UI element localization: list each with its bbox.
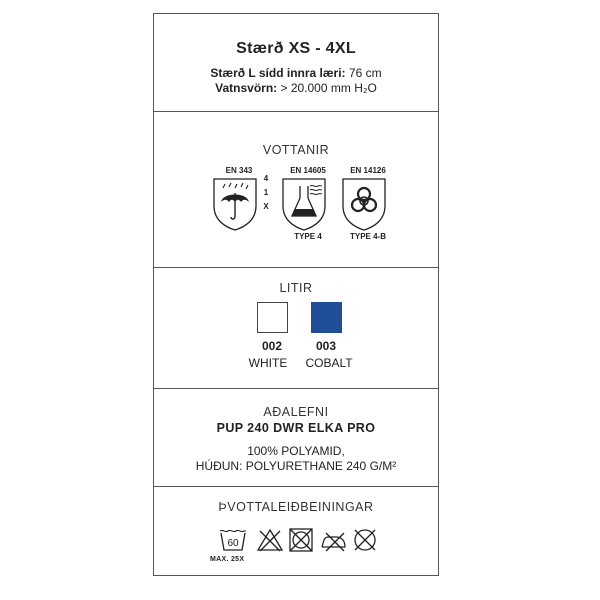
certifications-section bbox=[154, 112, 438, 268]
cert-standard: EN 343 bbox=[225, 166, 253, 175]
inseam-label: Stærð L sídd innra læri: bbox=[210, 66, 346, 80]
no-iron-icon bbox=[318, 527, 348, 553]
cert-en14605 bbox=[278, 166, 338, 246]
performance-levels bbox=[262, 172, 270, 214]
cert-standard: EN 14605 bbox=[290, 166, 326, 175]
material-section bbox=[154, 389, 438, 487]
chemical-flask-icon bbox=[280, 176, 328, 232]
care-section bbox=[154, 487, 438, 577]
no-bleach-icon bbox=[256, 527, 284, 553]
waterproof-label: Vatnsvörn: bbox=[215, 81, 278, 95]
wash-60-icon bbox=[218, 527, 248, 553]
size-title: Stærð XS - 4XL bbox=[236, 40, 356, 57]
certifications-title: VOTTANIR bbox=[262, 143, 330, 157]
waterproof-spec bbox=[154, 81, 438, 95]
color-code: 002 bbox=[261, 339, 283, 353]
level-value: 4 bbox=[263, 174, 269, 183]
inseam-spec bbox=[154, 66, 438, 80]
colors-title: LITIR bbox=[279, 281, 313, 295]
product-label-card bbox=[153, 13, 439, 576]
cert-en14126 bbox=[338, 166, 398, 246]
material-name: PUP 240 DWR ELKA PRO bbox=[216, 421, 376, 435]
color-name: COBALT bbox=[305, 356, 353, 370]
cert-standard: EN 14126 bbox=[350, 166, 386, 175]
material-coating: HÚÐUN: POLYURETHANE 240 G/M² bbox=[195, 459, 397, 473]
cert-type: TYPE 4 bbox=[294, 232, 322, 241]
material-title: AÐALEFNI bbox=[263, 405, 329, 419]
color-name: WHITE bbox=[248, 356, 288, 370]
level-value: 1 bbox=[263, 188, 269, 197]
level-value: X bbox=[263, 202, 269, 211]
color-code: 003 bbox=[315, 339, 337, 353]
inseam-value: 76 cm bbox=[348, 66, 382, 80]
cert-type: TYPE 4-B bbox=[349, 232, 386, 241]
cert-en343 bbox=[209, 166, 269, 246]
no-dry-clean-icon bbox=[352, 527, 378, 553]
biohazard-icon bbox=[340, 176, 388, 232]
color-swatch-white bbox=[257, 302, 288, 333]
no-tumble-dry-icon bbox=[288, 527, 314, 553]
waterproof-value: > 20.000 mm H₂O bbox=[280, 81, 377, 95]
size-section bbox=[154, 14, 438, 112]
max-wash-note: MAX. 25X bbox=[210, 556, 245, 563]
material-composition: 100% POLYAMID, bbox=[247, 444, 345, 458]
colors-section bbox=[154, 268, 438, 389]
wash-temp: 60 bbox=[227, 538, 239, 549]
color-swatch-cobalt bbox=[311, 302, 342, 333]
care-title: ÞVOTTALEIÐBEININGAR bbox=[218, 500, 374, 514]
umbrella-rain-icon bbox=[211, 176, 259, 232]
